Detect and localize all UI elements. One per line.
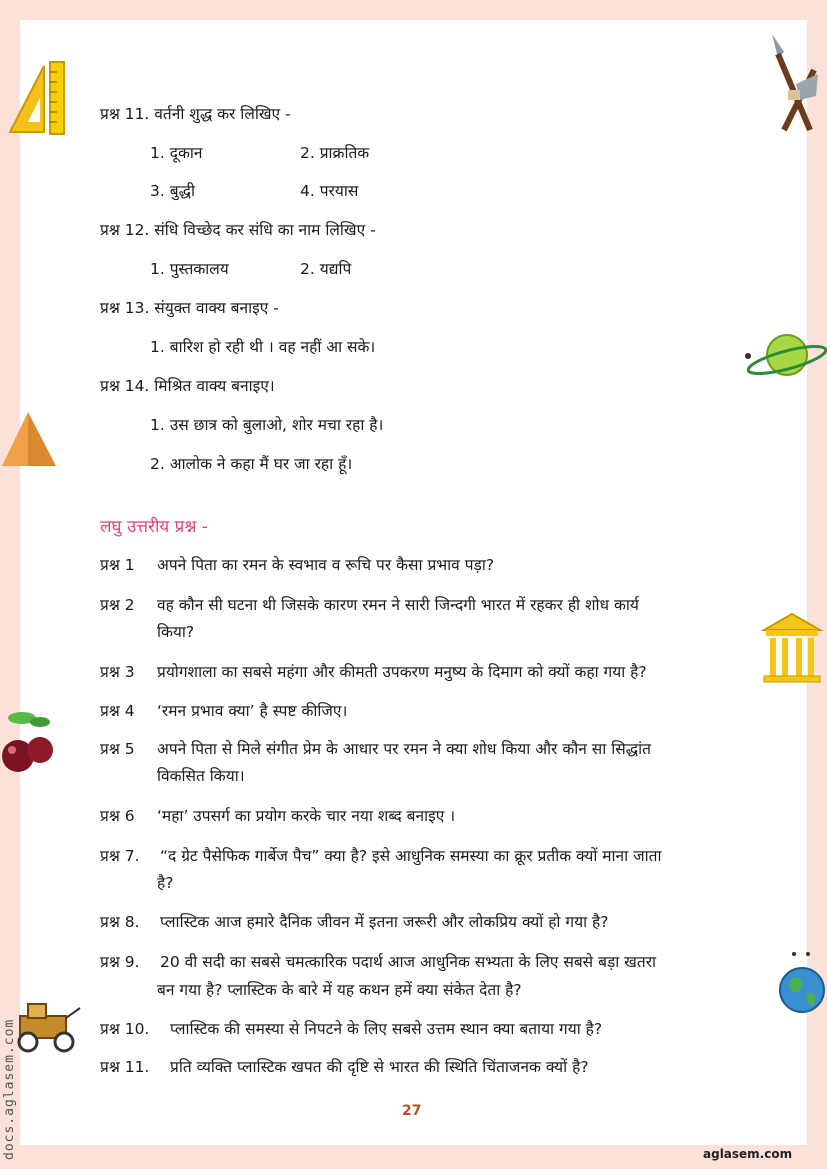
question-number: प्रश्न 8. — [100, 913, 140, 931]
question-13-heading: प्रश्न 13. संयुक्त वाक्य बनाइए - — [100, 299, 279, 317]
question-number: प्रश्न 11. — [100, 1058, 150, 1076]
question-text-continued: है? — [157, 874, 174, 892]
question-number: प्रश्न 9. — [100, 953, 140, 971]
question-number: प्रश्न 6 — [100, 807, 135, 825]
option-item: 1. उस छात्र को बुलाओ, शोर मचा रहा है। — [150, 416, 384, 434]
page-sheet — [20, 20, 807, 1145]
question-text: 20 वी सदी का सबसे चमत्कारिक पदार्थ आज आधुनिक सभ्यता के लिए सबसे बड़ा खतरा — [160, 953, 657, 971]
question-14-heading: प्रश्न 14. मिश्रित वाक्य बनाइए। — [100, 377, 275, 395]
option-item: 2. यद्यपि — [300, 260, 352, 278]
watermark-text: docs.aglasem.com — [2, 1018, 17, 1160]
question-text: अपने पिता से मिले संगीत प्रेम के आधार पर रमन ने क्या शोध किया और कौन सा सिद्धांत — [157, 740, 651, 758]
berries-fruit-icon — [0, 706, 58, 780]
option-item: 2. आलोक ने कहा मैं घर जा रहा हूँ। — [150, 455, 353, 473]
option-item: 3. बुद्धी — [150, 182, 195, 200]
question-text-continued: बन गया है? प्लास्टिक के बारे में यह कथन हमें क्या संकेत देता है? — [157, 981, 522, 999]
planet-saturn-icon — [742, 330, 827, 380]
question-text-continued: विकसित किया। — [157, 767, 245, 785]
stone-age-tools-icon — [766, 30, 822, 134]
question-number: प्रश्न 10. — [100, 1020, 150, 1038]
question-text: प्लास्टिक आज हमारे दैनिक जीवन में इतना जरूरी और लोकप्रिय क्यों हो गया है? — [160, 913, 609, 931]
question-text: ‘महा’ उपसर्ग का प्रयोग करके चार नया शब्द बनाइए । — [157, 807, 456, 825]
option-item: 1. बारिश हो रही थी । वह नहीं आ सके। — [150, 338, 376, 356]
question-number: प्रश्न 2 — [100, 596, 135, 614]
footer-site-link[interactable]: aglasem.com — [703, 1147, 793, 1161]
pyramid-icon — [0, 408, 58, 470]
option-item: 1. पुस्तकालय — [150, 260, 229, 278]
page-number: 27 — [402, 1103, 422, 1119]
option-item: 1. दूकान — [150, 144, 203, 162]
question-text-continued: किया? — [157, 623, 195, 641]
question-number: प्रश्न 5 — [100, 740, 135, 758]
earth-globe-icon — [776, 950, 826, 1016]
question-text: प्लास्टिक की समस्या से निपटने के लिए सबसे उत्तम स्थान क्या बताया गया है? — [170, 1020, 603, 1038]
question-11-heading: प्रश्न 11. वर्तनी शुद्ध कर लिखिए - — [100, 105, 291, 123]
question-number: प्रश्न 1 — [100, 556, 135, 574]
option-item: 2. प्राक्रतिक — [300, 144, 370, 162]
section-heading: लघु उत्तरीय प्रश्न - — [100, 517, 208, 537]
option-item: 4. परयास — [300, 182, 359, 200]
question-12-heading: प्रश्न 12. संधि विच्छेद कर संधि का नाम लिखिए - — [100, 221, 376, 239]
greek-temple-icon — [760, 610, 824, 686]
question-number: प्रश्न 3 — [100, 663, 135, 681]
set-square-ruler-icon — [4, 58, 70, 138]
question-text: “द ग्रेट पैसेफिक गार्बेज पैच” क्या है? इसे आधुनिक समस्या का क्रूर प्रतीक क्यों माना जाता — [160, 847, 662, 865]
question-text: प्रयोगशाला का सबसे महंगा और कीमती उपकरण मनुष्य के दिमाग को क्यों कहा गया है? — [157, 663, 647, 681]
question-text: अपने पिता का रमन के स्वभाव व रूचि पर कैसा प्रभाव पड़ा? — [157, 556, 495, 574]
vintage-car-icon — [6, 996, 86, 1056]
question-number: प्रश्न 4 — [100, 702, 135, 720]
question-number: प्रश्न 7. — [100, 847, 140, 865]
question-text: वह कौन सी घटना थी जिसके कारण रमन ने सारी जिन्दगी भारत में रहकर ही शोध कार्य — [157, 596, 639, 614]
question-text: ‘रमन प्रभाव क्या’ है स्पष्ट कीजिए। — [157, 702, 348, 720]
question-text: प्रति व्यक्ति प्लास्टिक खपत की दृष्टि से भारत की स्थिति चिंताजनक क्यों है? — [170, 1058, 589, 1076]
